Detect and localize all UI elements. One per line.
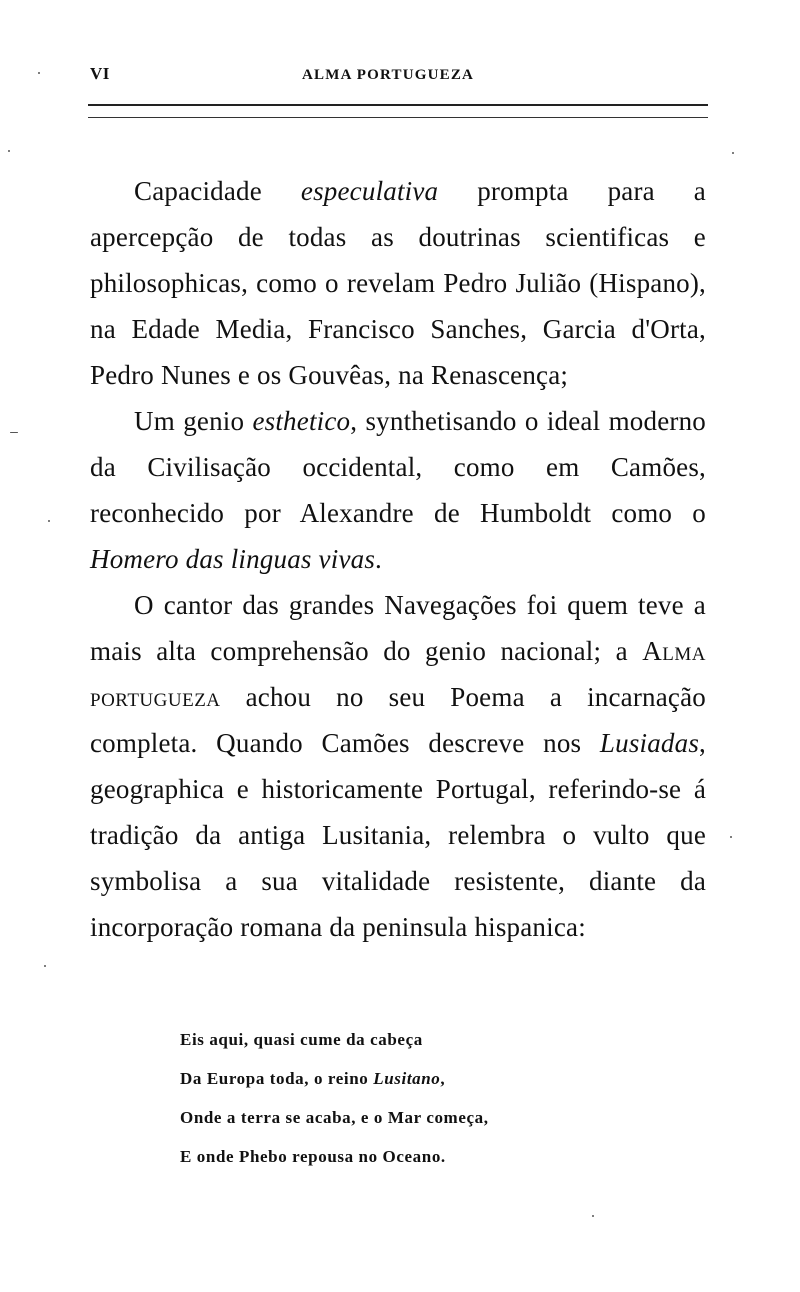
running-title: ALMA PORTUGUEZA xyxy=(302,67,475,83)
p2-text-c: , synthetisando o ideal moderno da Civilisação occidental, como em Camões, reconhecido por Alexandre de Humboldt como o xyxy=(90,406,706,528)
p2-text-a: Um genio xyxy=(134,406,253,436)
p1-italic-especulativa: especulativa xyxy=(300,176,439,206)
p2-text-e: . xyxy=(375,544,382,574)
verse-line-1: Eis aqui, quasi cume da cabeça xyxy=(180,1030,423,1049)
paragraph-3 xyxy=(90,582,706,950)
p3-text-c: achou no seu Poema a incarnação completa. Quando Camões descreve nos xyxy=(90,682,706,758)
p3-smallcaps-alma-portugueza: Alma portugueza xyxy=(90,636,706,712)
p3-text-e: , geographica e historicamente Portugal, referindo-se á tradição da antiga Lusitania, relembra o vulto que symbolisa a sua vitalidade resistente, diante da incorporação romana da peninsula hispanica: xyxy=(90,728,706,942)
p2-italic-homero: Homero das linguas vivas xyxy=(90,544,376,574)
header-rule-top xyxy=(88,104,708,106)
header-rule-bottom xyxy=(88,117,708,118)
scan-speck xyxy=(592,1215,594,1217)
page-header xyxy=(88,60,708,90)
paragraph-2 xyxy=(90,398,706,582)
page-number: VI xyxy=(90,64,110,83)
scan-speck xyxy=(48,520,50,522)
p3-italic-lusiadas: Lusiadas xyxy=(599,728,700,758)
p1-text-c: prompta para a apercepção de todas as doutrinas scientificas e philosophicas, como o revelam Pedro Julião (Hispano), na Edade Media, Francisco Sanches, Garcia d'Orta, Pedro Nunes e os Gouvêas, na Renascença; xyxy=(90,176,706,390)
p3-text-a: O cantor das grandes Navegações foi quem teve a mais alta comprehensão do genio nacional; a xyxy=(90,590,706,666)
scan-speck xyxy=(730,836,732,838)
verse-line-2-c: , xyxy=(440,1069,446,1088)
verse-quote xyxy=(180,1020,489,1176)
p1-text-a: Capacidade xyxy=(134,176,301,206)
scan-speck xyxy=(10,432,18,433)
p2-italic-esthetico: esthetico xyxy=(252,406,351,436)
paragraph-1 xyxy=(90,168,706,398)
scan-speck xyxy=(732,152,734,154)
scan-speck xyxy=(38,72,40,74)
scan-speck xyxy=(44,965,46,967)
verse-line-2-italic: Lusitano xyxy=(373,1069,441,1088)
scan-speck xyxy=(8,150,10,152)
verse-line-2 xyxy=(180,1059,489,1098)
body-text xyxy=(90,168,706,950)
verse-line-3: Onde a terra se acaba, e o Mar começa, xyxy=(180,1108,489,1127)
verse-line-2-a: Da Europa toda, o reino xyxy=(180,1069,374,1088)
verse-line-4: E onde Phebo repousa no Oceano. xyxy=(180,1147,446,1166)
